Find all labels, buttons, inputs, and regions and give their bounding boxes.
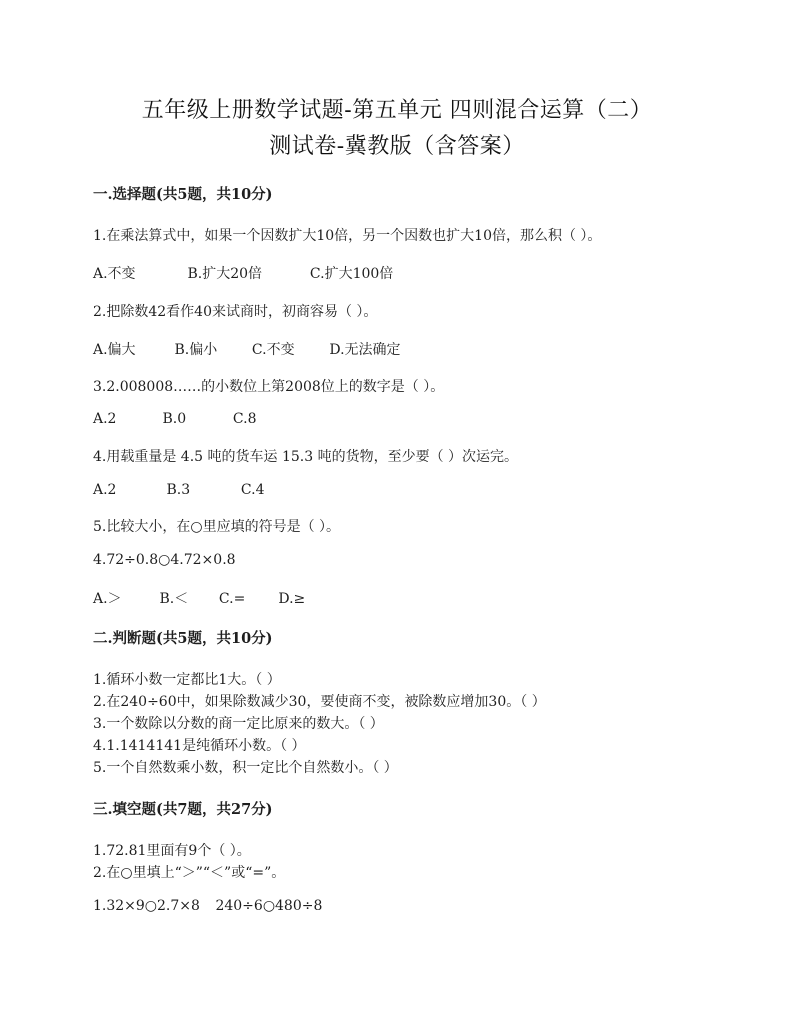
q2-option-a: A.偏大: [93, 342, 136, 358]
q4-option-b: B.3: [166, 482, 191, 498]
question-1-options: [93, 263, 393, 283]
q3-option-c: C.8: [232, 411, 257, 427]
judge-item: 3.一个数除以分数的商一定比原来的数大。（ ）: [93, 716, 384, 732]
fill-expression: 240÷6○480÷8: [215, 898, 323, 914]
judge-item: 4.1.1414141是纯循环小数。（ ）: [93, 738, 306, 754]
q1-option-c: C.扩大100倍: [309, 266, 394, 282]
question-2-options: [93, 339, 401, 359]
q5-option-b: B.＜: [159, 591, 189, 607]
question-2: 2.把除数42看作40来试商时，初商容易（ ）。: [93, 304, 378, 320]
q2-option-d: D.无法确定: [329, 342, 401, 358]
question-4-options: [93, 482, 264, 498]
q4-option-a: A.2: [93, 482, 117, 498]
document-title-line1: 五年级上册数学试题-第五单元 四则混合运算（二）: [141, 98, 653, 123]
section-heading-choice: 一.选择题(共5题，共10分): [93, 186, 273, 203]
question-3-options: [93, 411, 256, 427]
question-5: 5.比较大小，在○里应填的符号是（ ）。: [93, 519, 341, 535]
q3-option-a: A.2: [93, 411, 117, 427]
question-5-options: [93, 588, 305, 608]
q5-option-a: A.＞: [93, 591, 122, 607]
judge-item: 2.在240÷60中，如果除数减少30，要使商不变，被除数应增加30。（ ）: [93, 694, 546, 710]
fill-item: 2.在○里填上“＞”“＜”或“=”。: [93, 865, 286, 881]
judge-item: 5.一个自然数乘小数，积一定比个自然数小。（ ）: [93, 760, 398, 776]
judge-item: 1.循环小数一定都比1大。（ ）: [93, 672, 281, 688]
question-5-expression: 4.72÷0.8○4.72×0.8: [93, 552, 236, 568]
q4-option-c: C.4: [240, 482, 265, 498]
q1-option-a: A.不变: [93, 266, 136, 282]
q5-option-d: D.≥: [278, 591, 306, 607]
fill-item-expressions: [93, 898, 322, 914]
q2-option-c: C.不变: [251, 342, 295, 358]
q1-option-b: B.扩大20倍: [187, 266, 263, 282]
question-3: 3.2.008008……的小数位上第2008位上的数字是（ ）。: [93, 379, 445, 395]
question-1: 1.在乘法算式中，如果一个因数扩大10倍，另一个因数也扩大10倍，那么积（ ）。: [93, 228, 602, 244]
section-heading-true-false: 二.判断题(共5题，共10分): [93, 630, 273, 647]
fill-expression: 1.32×9○2.7×8: [93, 898, 200, 914]
section-heading-fill-blank: 三.填空题(共7题，共27分): [93, 801, 273, 818]
document-title-line2: 测试卷-冀教版（含答案）: [269, 134, 525, 159]
q2-option-b: B.偏小: [174, 342, 218, 358]
fill-item: 1.72.81里面有9个（ ）。: [93, 843, 251, 859]
question-4: 4.用载重量是 4.5 吨的货车运 15.3 吨的货物，至少要（ ）次运完。: [93, 449, 519, 465]
q5-option-c: C.=: [218, 591, 246, 607]
q3-option-b: B.0: [162, 411, 187, 427]
